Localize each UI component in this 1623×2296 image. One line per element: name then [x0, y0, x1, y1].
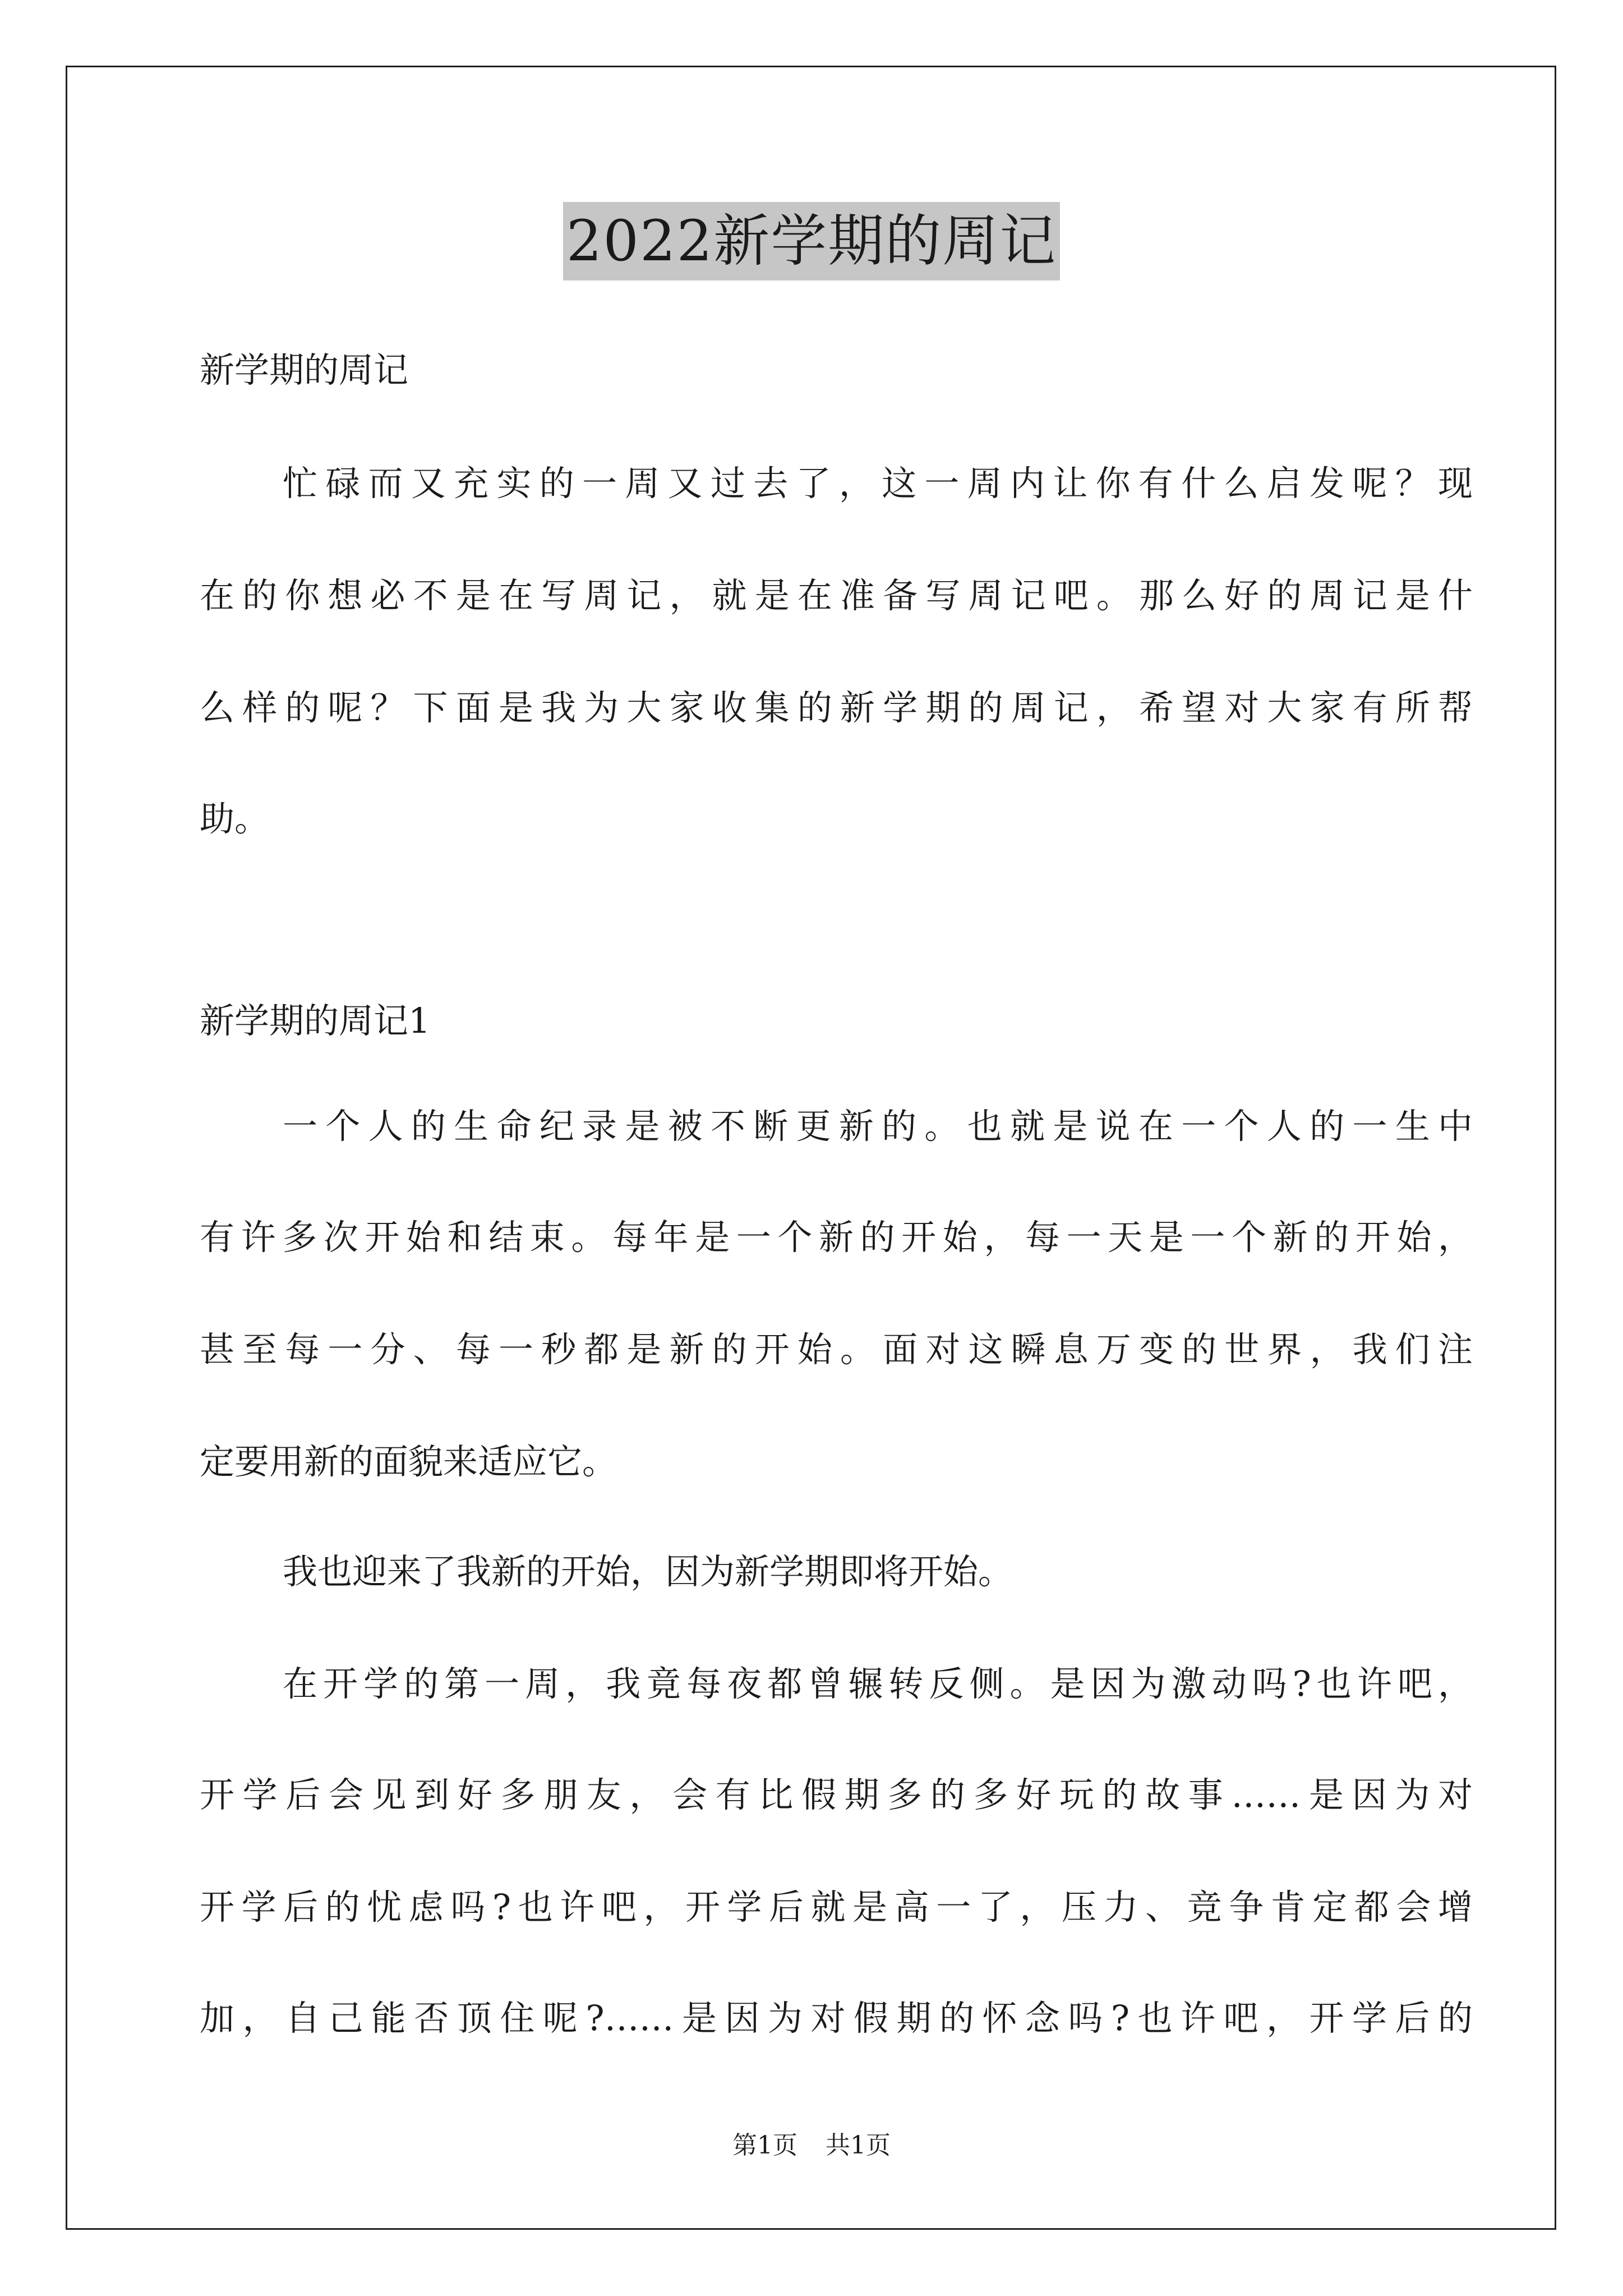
- paragraph-line: 定要用新的面貌来适应它。: [200, 1441, 617, 1482]
- section-heading: 新学期的周记1: [200, 1000, 431, 1041]
- paragraph-line: 开学后的忧虑吗?也许吧，开学后就是高一了，压力、竞争肯定都会增: [200, 1887, 1473, 1927]
- paragraph-line: 有许多次开始和结束。每年是一个新的开始，每一天是一个新的开始，: [200, 1217, 1473, 1258]
- paragraph-line: 在开学的第一周，我竟每夜都曾辗转反侧。是因为激动吗?也许吧，: [283, 1663, 1473, 1704]
- page-total: 共1页: [826, 2131, 891, 2160]
- paragraph-line: 一个人的生命纪录是被不断更新的。也就是说在一个人的一生中: [283, 1106, 1473, 1147]
- page-number: 第1页: [732, 2131, 797, 2160]
- paragraph-line: 我也迎来了我新的开始，因为新学期即将开始。: [283, 1551, 1013, 1592]
- section-heading: 新学期的周记: [200, 349, 409, 390]
- page-footer: [0, 2129, 1623, 2162]
- paragraph-line: 在的你想必不是在写周记，就是在准备写周记吧。那么好的周记是什: [200, 575, 1473, 616]
- paragraph-line: 忙碌而又充实的一周又过去了，这一周内让你有什么启发呢？现: [283, 463, 1473, 504]
- paragraph-line: 加，自己能否顶住呢?……是因为对假期的怀念吗?也许吧，开学后的: [200, 1998, 1473, 2039]
- paragraph-line: 么样的呢？下面是我为大家收集的新学期的周记，希望对大家有所帮: [200, 687, 1473, 728]
- paragraph-line: 甚至每一分、每一秒都是新的开始。面对这瞬息万变的世界，我们注: [200, 1329, 1473, 1370]
- paragraph-line: 助。: [200, 798, 270, 839]
- paragraph-line: 开学后会见到好多朋友，会有比假期多的多好玩的故事……是因为对: [200, 1774, 1473, 1815]
- title-container: [0, 202, 1623, 280]
- document-title: 2022新学期的周记: [563, 202, 1061, 280]
